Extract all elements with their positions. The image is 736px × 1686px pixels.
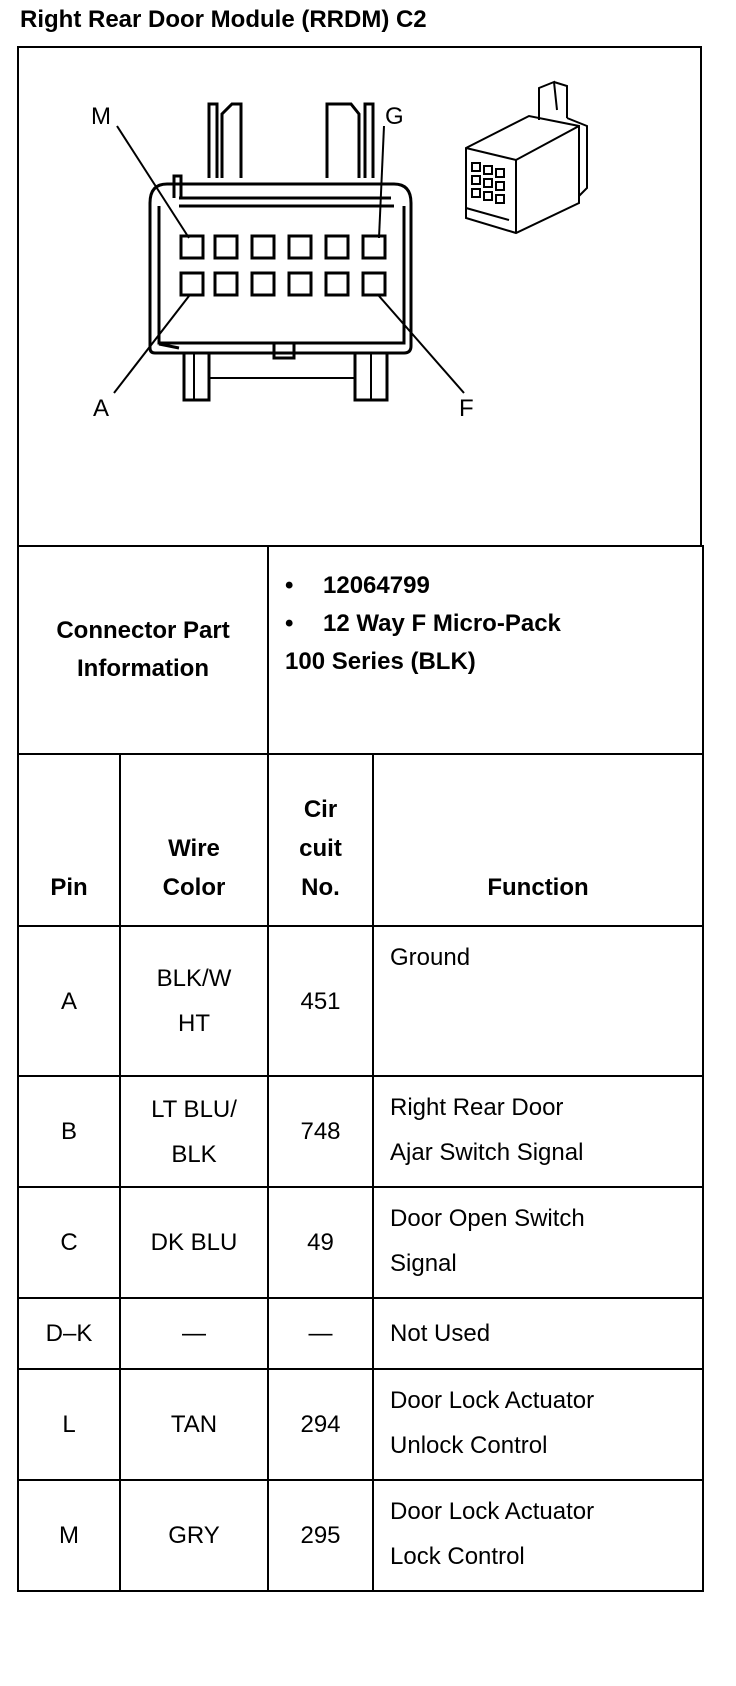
- skirt-left: [184, 353, 209, 400]
- pin-cell: B: [18, 1076, 120, 1187]
- label-f: F: [459, 395, 474, 422]
- part-number: 12064799: [323, 572, 430, 599]
- wire-color-cell: DK BLU: [120, 1187, 268, 1298]
- connector-diagram-panel: [17, 46, 702, 547]
- pin-cell: C: [18, 1187, 120, 1298]
- page-title: Right Rear Door Module (RRDM) C2: [20, 6, 427, 33]
- function-cell: Right Rear Door Ajar Switch Signal: [373, 1076, 703, 1187]
- table-row: [18, 1187, 703, 1298]
- table-row: [18, 926, 703, 1076]
- bullet: •: [285, 610, 294, 637]
- connector-type: 12 Way F Micro-Pack: [323, 610, 561, 637]
- connector-body: [150, 184, 411, 353]
- bottom-left-bevel: [159, 344, 179, 348]
- connector-info-table: [17, 545, 704, 1592]
- function-cell: Ground: [373, 926, 703, 1076]
- left-latch: [222, 104, 241, 178]
- pin-cell: D–K: [18, 1298, 120, 1369]
- connector-face-diagram: [19, 48, 700, 547]
- connector-part-values: [268, 546, 703, 754]
- circuit-cell: 295: [268, 1480, 373, 1591]
- bullet: •: [285, 572, 294, 599]
- header-function: Function: [373, 754, 703, 926]
- pin-cell: L: [18, 1369, 120, 1480]
- table-row: [18, 1076, 703, 1187]
- header-pin: Pin: [18, 754, 120, 926]
- circuit-cell: —: [268, 1298, 373, 1369]
- function-cell: Door Lock Actuator Lock Control: [373, 1480, 703, 1591]
- connector-part-label-line2: Information: [77, 655, 209, 682]
- label-a: A: [93, 395, 110, 422]
- pin-table-header: [18, 754, 703, 926]
- wire-color-cell: LT BLU/ BLK: [120, 1076, 268, 1187]
- label-g: G: [385, 103, 404, 130]
- circuit-cell: 294: [268, 1369, 373, 1480]
- pin-cell: M: [18, 1480, 120, 1591]
- left-post: [174, 176, 181, 198]
- header-circuit-no: Cir cuit No.: [268, 754, 373, 926]
- leader-m: [117, 126, 189, 238]
- header-wire-color: Wire Color: [120, 754, 268, 926]
- connector-3d-sketch: [466, 82, 587, 233]
- function-cell: Door Lock Actuator Unlock Control: [373, 1369, 703, 1480]
- table-row: [18, 1298, 703, 1369]
- leader-g: [379, 126, 384, 238]
- circuit-cell: 49: [268, 1187, 373, 1298]
- left-latch-outer: [209, 104, 217, 178]
- table-row: [18, 1480, 703, 1591]
- wire-color-cell: GRY: [120, 1480, 268, 1591]
- connector-part-row: [18, 546, 703, 754]
- pin-cell: A: [18, 926, 120, 1076]
- wire-color-cell: —: [120, 1298, 268, 1369]
- circuit-cell: 748: [268, 1076, 373, 1187]
- connector-series: 100 Series (BLK): [285, 648, 476, 675]
- connector-part-label-line1: Connector Part: [56, 617, 230, 644]
- function-cell: Door Open Switch Signal: [373, 1187, 703, 1298]
- cavity-row-bottom: [181, 273, 385, 295]
- bottom-key: [274, 343, 294, 358]
- wire-color-cell: BLK/W HT: [120, 926, 268, 1076]
- connector-part-label: [18, 546, 268, 754]
- table-row: [18, 1369, 703, 1480]
- cavity-row-top: [181, 236, 385, 258]
- right-latch: [327, 104, 359, 178]
- function-cell: Not Used: [373, 1298, 703, 1369]
- right-latch-outer: [365, 104, 373, 178]
- wire-color-cell: TAN: [120, 1369, 268, 1480]
- label-m: M: [91, 103, 111, 130]
- circuit-cell: 451: [268, 926, 373, 1076]
